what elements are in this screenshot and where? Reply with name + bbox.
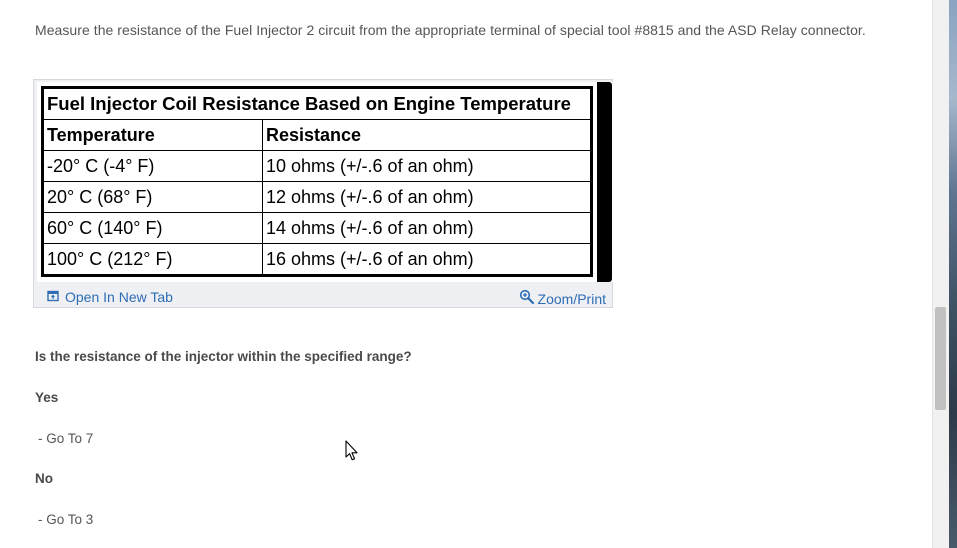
mouse-pointer-icon bbox=[345, 440, 359, 467]
instruction-text: Measure the resistance of the Fuel Injector 2 circuit from the appropriate terminal of special tool #8815 and the ASD Relay connector. bbox=[35, 22, 866, 38]
open-in-new-tab-label: Open In New Tab bbox=[65, 289, 173, 305]
open-in-new-tab-link[interactable] bbox=[47, 289, 173, 305]
zoom-print-label: Zoom/Print bbox=[537, 290, 606, 307]
temperature-cell: -20° C (-4° F) bbox=[43, 151, 263, 182]
table-row bbox=[43, 244, 592, 276]
answer-yes-label: Yes bbox=[35, 390, 59, 405]
resistance-cell: 10 ohms (+/-.6 of an ohm) bbox=[263, 151, 592, 182]
temperature-cell: 20° C (68° F) bbox=[43, 182, 263, 213]
question-text: Is the resistance of the injector within the specified range? bbox=[35, 349, 412, 364]
resistance-cell: 14 ohms (+/-.6 of an ohm) bbox=[263, 213, 592, 244]
column-header-resistance: Resistance bbox=[263, 120, 592, 151]
table-row bbox=[43, 182, 592, 213]
go-to-step-3-link[interactable]: - Go To 3 bbox=[38, 512, 94, 527]
resistance-table bbox=[41, 86, 593, 277]
resistance-table-image[interactable] bbox=[37, 82, 613, 282]
table-row bbox=[43, 213, 592, 244]
desktop-background-edge bbox=[949, 0, 957, 548]
answer-no-label: No bbox=[35, 471, 53, 486]
temperature-cell: 100° C (212° F) bbox=[43, 244, 263, 276]
figure-container bbox=[33, 79, 613, 308]
zoom-print-link[interactable] bbox=[519, 289, 606, 308]
image-edge-bar bbox=[597, 82, 612, 282]
table-title: Fuel Injector Coil Resistance Based on Engine Temperature bbox=[43, 88, 592, 120]
scrollbar-thumb[interactable] bbox=[935, 307, 946, 410]
go-to-step-7-link[interactable]: - Go To 7 bbox=[38, 431, 94, 446]
column-header-temperature: Temperature bbox=[43, 120, 263, 151]
open-in-new-tab-icon bbox=[47, 289, 59, 305]
resistance-cell: 16 ohms (+/-.6 of an ohm) bbox=[263, 244, 592, 276]
vertical-scrollbar[interactable] bbox=[932, 0, 949, 548]
table-row bbox=[43, 151, 592, 182]
figure-footer bbox=[34, 284, 612, 308]
resistance-cell: 12 ohms (+/-.6 of an ohm) bbox=[263, 182, 592, 213]
temperature-cell: 60° C (140° F) bbox=[43, 213, 263, 244]
magnifier-zoom-icon bbox=[519, 289, 535, 308]
